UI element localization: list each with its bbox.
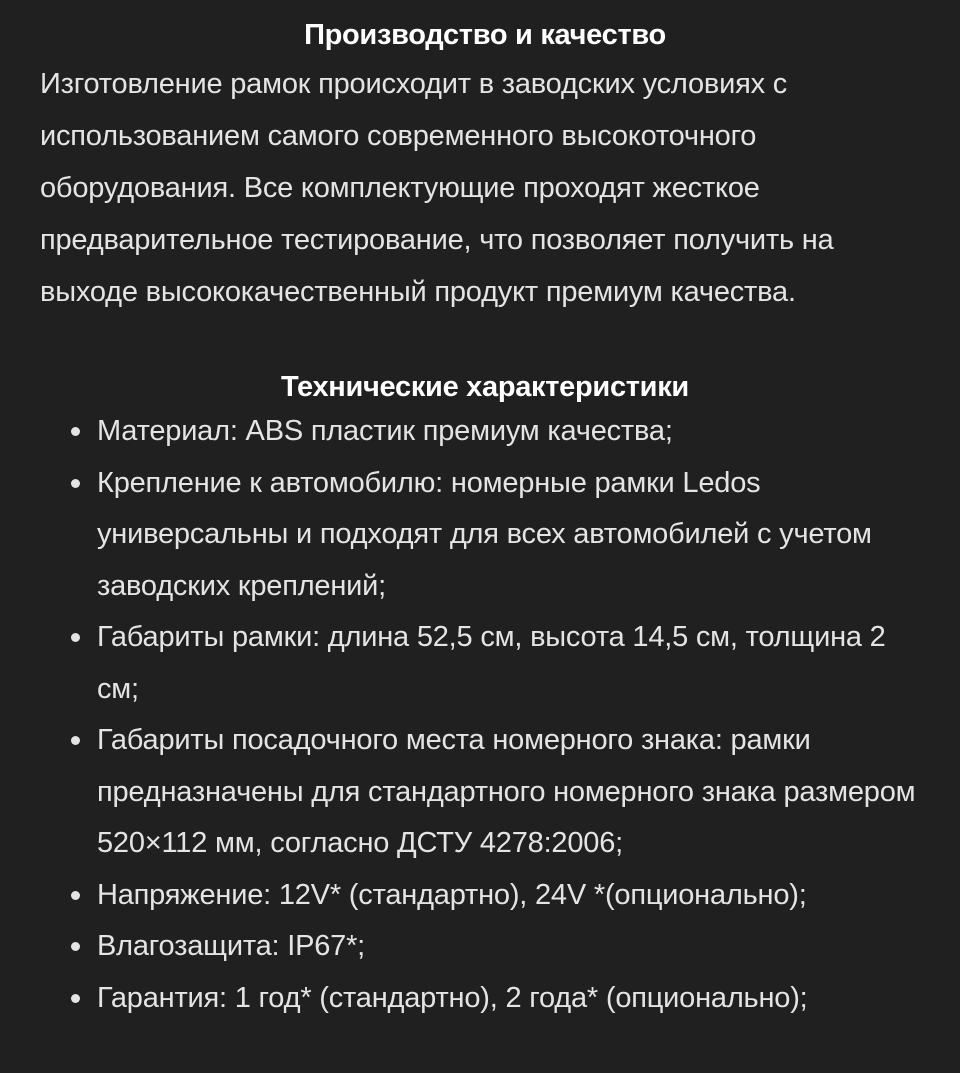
production-quality-text: Изготовление рамок происходит в заводских условиях с использованием самого современного высокоточного оборудования. Все комплектующие проходят жесткое предварительное тестирование, что позволяет получить на выходе высококачественный продукт премиум качества.	[40, 68, 834, 308]
bullet-icon	[71, 427, 80, 436]
bullet-icon	[71, 736, 80, 745]
spec-text: Крепление к автомобилю: номерные рамки Ledos универсальны и подходят для всех автомобилей с учетом заводских креплений;	[97, 466, 872, 602]
spec-text: Материал: ABS пластик премиум качества;	[97, 415, 673, 447]
spec-item-waterproofing	[40, 921, 930, 973]
production-quality-heading: Производство и качество	[304, 19, 666, 51]
tech-specs-heading: Технические характеристики	[281, 371, 689, 403]
spec-item-warranty	[40, 973, 930, 1025]
spec-text: Габариты посадочного места номерного знака: рамки предназначены для стандартного номерного знака размером 520×112 мм, согласно ДСТУ 4278:2006;	[97, 724, 916, 859]
spec-item-mounting	[40, 458, 930, 613]
spec-text: Габариты рамки: длина 52,5 см, высота 14,5 см, толщина 2 см;	[97, 621, 886, 705]
bullet-icon	[71, 942, 80, 951]
bullet-icon	[71, 891, 80, 900]
bullet-icon	[71, 633, 80, 642]
spec-text: Влагозащита: IP67*;	[97, 930, 366, 962]
bullet-icon	[71, 994, 80, 1003]
spec-item-material	[40, 406, 930, 458]
bullet-icon	[71, 479, 80, 488]
spec-text: Гарантия: 1 год* (стандартно), 2 года* (опционально);	[97, 981, 808, 1014]
spec-text: Напряжение: 12V* (стандартно), 24V *(опционально);	[97, 878, 807, 911]
spec-item-frame-dimensions	[40, 612, 930, 715]
spec-item-voltage	[40, 870, 930, 922]
tech-specs-list	[40, 406, 930, 1024]
spec-item-plate-dimensions	[40, 715, 930, 870]
